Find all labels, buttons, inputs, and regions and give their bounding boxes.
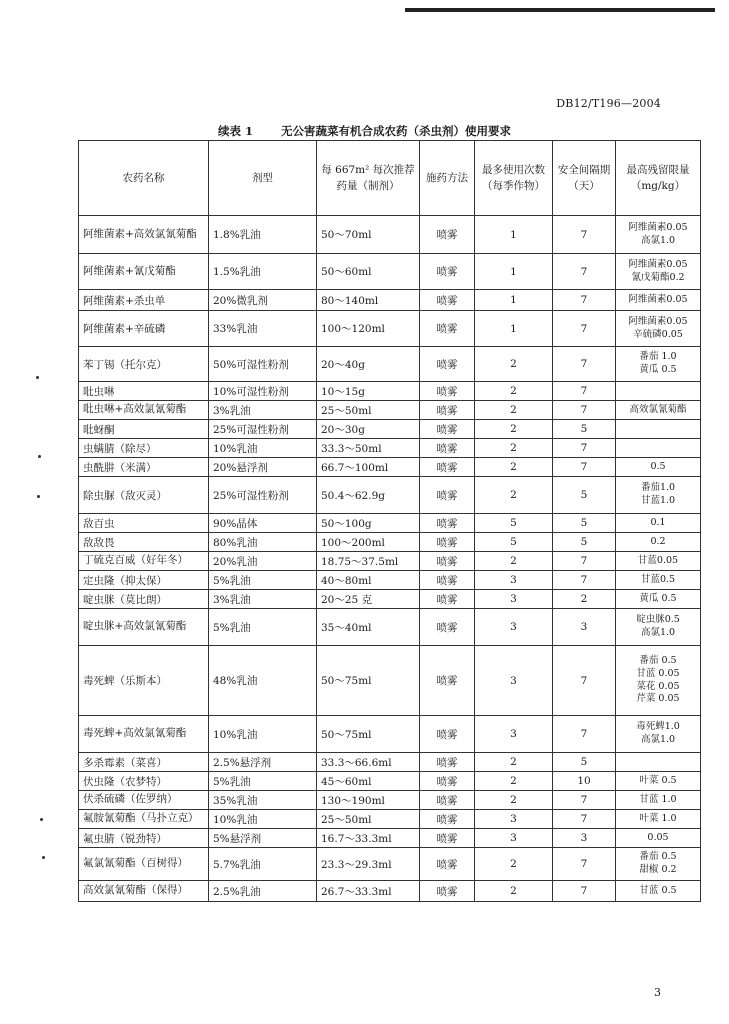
cell-method: 喷雾 <box>420 514 475 533</box>
mrl-line: 阿维菌素0.05 <box>628 293 688 305</box>
mrl-line: 阿维菌素0.05 <box>628 315 688 327</box>
cell-mrl <box>616 609 701 646</box>
table-row <box>79 290 701 311</box>
mrl-line: 甘蓝0.05 <box>637 554 679 566</box>
mrl-line: 叶菜 0.5 <box>639 774 677 786</box>
cell-method: 喷雾 <box>420 552 475 571</box>
cell-times: 3 <box>475 829 553 848</box>
cell-name: 氟胺氰菊酯（马扑立克） <box>79 810 209 829</box>
cell-dose: 50.4～62.9g <box>317 477 420 514</box>
mrl-line: 啶虫脒0.5 <box>636 614 680 626</box>
cell-times: 2 <box>475 753 553 772</box>
cell-times: 2 <box>475 458 553 477</box>
cell-method: 喷雾 <box>420 216 475 254</box>
cell-dose: 130～190ml <box>317 791 420 810</box>
table-row <box>79 533 701 552</box>
cell-mrl <box>616 216 701 254</box>
table-row <box>79 829 701 848</box>
cell-mrl <box>616 848 701 881</box>
cell-interval: 5 <box>553 420 616 439</box>
table-row <box>79 401 701 420</box>
cell-dose: 20～40g <box>317 347 420 382</box>
cell-dose: 50～70ml <box>317 216 420 254</box>
cell-name: 毒死蜱+高效氯氰菊酯 <box>79 716 209 753</box>
cell-name: 吡虫啉+高效氯氰菊酯 <box>79 401 209 420</box>
table-caption <box>0 123 729 139</box>
cell-interval: 7 <box>553 848 616 881</box>
col-header-dose: 每 667m² 每次推荐药量（制剂） <box>317 141 420 216</box>
cell-name: 氟虫腈（锐劲特） <box>79 829 209 848</box>
cell-dose: 50～75ml <box>317 646 420 716</box>
mrl-line: 番茄 0.5 <box>639 654 677 666</box>
cell-method: 喷雾 <box>420 458 475 477</box>
cell-interval: 7 <box>553 646 616 716</box>
cell-form: 3%乳油 <box>209 590 317 609</box>
cell-interval: 5 <box>553 477 616 514</box>
cell-dose: 50～100g <box>317 514 420 533</box>
cell-name: 阿维菌素+高效氯氰菊酯 <box>79 216 209 254</box>
cell-mrl <box>616 290 701 311</box>
cell-method: 喷雾 <box>420 477 475 514</box>
cell-method: 喷雾 <box>420 829 475 848</box>
cell-mrl <box>616 347 701 382</box>
table-row <box>79 772 701 791</box>
cell-form: 10%乳油 <box>209 810 317 829</box>
table-row <box>79 881 701 902</box>
cell-dose: 25～50ml <box>317 401 420 420</box>
table-row <box>79 514 701 533</box>
mrl-line: 高氯1.0 <box>640 234 676 246</box>
cell-times: 2 <box>475 552 553 571</box>
table-row <box>79 216 701 254</box>
table-row <box>79 791 701 810</box>
mrl-line: 番茄 0.5 <box>639 851 677 863</box>
table-row <box>79 571 701 590</box>
scan-speck <box>40 818 43 821</box>
table-body <box>79 216 701 902</box>
cell-form: 2.5%悬浮剂 <box>209 753 317 772</box>
mrl-line: 甘蓝 1.0 <box>639 793 677 805</box>
table-row <box>79 382 701 401</box>
header-rule <box>405 8 715 12</box>
mrl-line: 高效氯氰菊酯 <box>629 403 687 415</box>
cell-times: 5 <box>475 514 553 533</box>
cell-name: 毒死蜱（乐斯本） <box>79 646 209 716</box>
cell-mrl <box>616 881 701 902</box>
cell-times: 2 <box>475 439 553 458</box>
table-row <box>79 311 701 347</box>
cell-times: 5 <box>475 533 553 552</box>
cell-times: 3 <box>475 590 553 609</box>
cell-dose: 66.7～100ml <box>317 458 420 477</box>
col-header-name: 农药名称 <box>79 141 209 216</box>
cell-interval: 5 <box>553 753 616 772</box>
cell-dose: 50～60ml <box>317 254 420 290</box>
cell-name: 吡虫啉 <box>79 382 209 401</box>
mrl-line: 辛硫磷0.05 <box>633 328 683 340</box>
mrl-line: 氰戊菊酯0.2 <box>631 271 685 283</box>
cell-interval: 7 <box>553 401 616 420</box>
cell-times: 2 <box>475 848 553 881</box>
cell-method: 喷雾 <box>420 382 475 401</box>
cell-method: 喷雾 <box>420 590 475 609</box>
cell-form: 10%乳油 <box>209 439 317 458</box>
cell-dose: 40～80ml <box>317 571 420 590</box>
col-header-interval: 安全间隔期（天） <box>553 141 616 216</box>
scan-speck <box>36 376 39 379</box>
cell-name: 苯丁锡（托尔克） <box>79 347 209 382</box>
cell-dose: 20～25 克 <box>317 590 420 609</box>
cell-form: 2.5%乳油 <box>209 881 317 902</box>
cell-mrl <box>616 477 701 514</box>
cell-form: 5%乳油 <box>209 571 317 590</box>
mrl-line: 甘蓝 0.05 <box>636 667 680 679</box>
cell-form: 10%可湿性粉剂 <box>209 382 317 401</box>
mrl-line: 芹菜 0.05 <box>636 693 680 705</box>
table-row <box>79 458 701 477</box>
cell-method: 喷雾 <box>420 810 475 829</box>
cell-form: 33%乳油 <box>209 311 317 347</box>
cell-interval: 5 <box>553 533 616 552</box>
cell-interval: 3 <box>553 829 616 848</box>
mrl-line: 阿维菌素0.05 <box>628 221 688 233</box>
table-number: 续表 1 <box>217 124 253 138</box>
page-number: 3 <box>654 986 661 999</box>
cell-method: 喷雾 <box>420 439 475 458</box>
cell-times: 2 <box>475 401 553 420</box>
cell-name: 敌敌畏 <box>79 533 209 552</box>
cell-mrl <box>616 533 701 552</box>
cell-interval: 7 <box>553 716 616 753</box>
table-row <box>79 552 701 571</box>
cell-name: 敌百虫 <box>79 514 209 533</box>
mrl-line: 甜椒 0.2 <box>639 864 677 875</box>
cell-mrl <box>616 254 701 290</box>
cell-times: 3 <box>475 810 553 829</box>
cell-interval: 7 <box>553 382 616 401</box>
cell-name: 定虫隆（抑太保） <box>79 571 209 590</box>
mrl-line: 番茄 1.0 <box>639 351 677 363</box>
cell-dose: 25～50ml <box>317 810 420 829</box>
cell-method: 喷雾 <box>420 772 475 791</box>
cell-times: 1 <box>475 311 553 347</box>
table-row <box>79 439 701 458</box>
cell-method: 喷雾 <box>420 311 475 347</box>
cell-interval: 7 <box>553 311 616 347</box>
mrl-line: 0.05 <box>647 831 669 843</box>
cell-dose: 18.75～37.5ml <box>317 552 420 571</box>
cell-interval: 2 <box>553 590 616 609</box>
cell-method: 喷雾 <box>420 848 475 881</box>
col-header-form: 剂型 <box>209 141 317 216</box>
cell-form: 20%悬浮剂 <box>209 458 317 477</box>
cell-form: 5%乳油 <box>209 772 317 791</box>
cell-interval: 7 <box>553 552 616 571</box>
cell-times: 1 <box>475 216 553 254</box>
cell-name: 阿维菌素+辛硫磷 <box>79 311 209 347</box>
cell-times: 2 <box>475 881 553 902</box>
cell-name: 虫螨腈（除尽） <box>79 439 209 458</box>
mrl-line: 番茄1.0 <box>640 482 676 494</box>
pesticide-table <box>78 140 701 902</box>
cell-mrl <box>616 646 701 716</box>
cell-mrl <box>616 439 701 458</box>
standard-code: DB12/T196—2004 <box>556 97 661 110</box>
cell-interval: 7 <box>553 347 616 382</box>
cell-name: 伏杀硫磷（佐罗纳） <box>79 791 209 810</box>
cell-mrl <box>616 590 701 609</box>
scan-speck <box>37 495 40 498</box>
cell-dose: 100～120ml <box>317 311 420 347</box>
table-row <box>79 848 701 881</box>
cell-method: 喷雾 <box>420 254 475 290</box>
cell-times: 2 <box>475 791 553 810</box>
cell-form: 48%乳油 <box>209 646 317 716</box>
cell-times: 2 <box>475 347 553 382</box>
cell-interval: 7 <box>553 439 616 458</box>
cell-times: 2 <box>475 420 553 439</box>
cell-mrl <box>616 791 701 810</box>
cell-method: 喷雾 <box>420 347 475 382</box>
cell-form: 10%乳油 <box>209 716 317 753</box>
cell-name: 氟氯氰菊酯（百树得） <box>79 848 209 881</box>
cell-interval: 7 <box>553 458 616 477</box>
cell-interval: 7 <box>553 254 616 290</box>
cell-dose: 45～60ml <box>317 772 420 791</box>
cell-form: 1.5%乳油 <box>209 254 317 290</box>
col-header-mrl: 最高残留限量（mg/kg） <box>616 141 701 216</box>
cell-method: 喷雾 <box>420 571 475 590</box>
mrl-line: 甘蓝0.5 <box>640 573 676 585</box>
cell-form: 1.8%乳油 <box>209 216 317 254</box>
cell-interval: 10 <box>553 772 616 791</box>
cell-mrl <box>616 753 701 772</box>
cell-name: 啶虫脒+高效氯氰菊酯 <box>79 609 209 646</box>
cell-interval: 5 <box>553 514 616 533</box>
cell-method: 喷雾 <box>420 791 475 810</box>
table-row <box>79 477 701 514</box>
cell-mrl <box>616 571 701 590</box>
mrl-line: 毒死蜱1.0 <box>636 721 680 733</box>
col-header-times: 最多使用次数（每季作物） <box>475 141 553 216</box>
mrl-line: 甘蓝1.0 <box>640 495 676 506</box>
cell-name: 丁硫克百威（好年冬） <box>79 552 209 571</box>
cell-interval: 7 <box>553 791 616 810</box>
cell-mrl <box>616 382 701 401</box>
cell-form: 5.7%乳油 <box>209 848 317 881</box>
table-title: 无公害蔬菜有机合成农药（杀虫剂）使用要求 <box>281 124 512 138</box>
cell-dose: 33.3～50ml <box>317 439 420 458</box>
cell-name: 阿维菌素+氰戊菊酯 <box>79 254 209 290</box>
cell-name: 伏虫隆（农梦特） <box>79 772 209 791</box>
cell-dose: 10～15g <box>317 382 420 401</box>
cell-mrl <box>616 829 701 848</box>
cell-dose: 35～40ml <box>317 609 420 646</box>
table-row <box>79 254 701 290</box>
cell-times: 2 <box>475 382 553 401</box>
cell-times: 1 <box>475 254 553 290</box>
cell-form: 80%乳油 <box>209 533 317 552</box>
cell-dose: 23.3～29.3ml <box>317 848 420 881</box>
cell-dose: 33.3～66.6ml <box>317 753 420 772</box>
table-header-row <box>79 141 701 216</box>
cell-times: 3 <box>475 716 553 753</box>
cell-mrl <box>616 401 701 420</box>
cell-mrl <box>616 420 701 439</box>
table-row <box>79 753 701 772</box>
mrl-line: 黄瓜 0.5 <box>639 592 677 604</box>
cell-mrl <box>616 514 701 533</box>
mrl-line: 黄瓜 0.5 <box>639 364 677 375</box>
scan-speck <box>38 455 41 458</box>
table-row <box>79 609 701 646</box>
cell-name: 阿维菌素+杀虫单 <box>79 290 209 311</box>
cell-form: 5%悬浮剂 <box>209 829 317 848</box>
cell-form: 3%乳油 <box>209 401 317 420</box>
mrl-line: 0.5 <box>650 460 666 472</box>
cell-name: 除虫脲（敌灭灵） <box>79 477 209 514</box>
cell-dose: 26.7～33.3ml <box>317 881 420 902</box>
cell-method: 喷雾 <box>420 881 475 902</box>
cell-form: 20%乳油 <box>209 552 317 571</box>
cell-method: 喷雾 <box>420 420 475 439</box>
cell-form: 20%微乳剂 <box>209 290 317 311</box>
mrl-line: 0.1 <box>650 516 666 528</box>
cell-form: 90%晶体 <box>209 514 317 533</box>
mrl-line: 高氯1.0 <box>640 734 676 745</box>
cell-dose: 50～75ml <box>317 716 420 753</box>
cell-dose: 20～30g <box>317 420 420 439</box>
cell-mrl <box>616 311 701 347</box>
cell-name: 吡蚜酮 <box>79 420 209 439</box>
cell-name: 啶虫脒（莫比朗） <box>79 590 209 609</box>
cell-dose: 100～200ml <box>317 533 420 552</box>
cell-method: 喷雾 <box>420 290 475 311</box>
cell-dose: 80～140ml <box>317 290 420 311</box>
cell-method: 喷雾 <box>420 646 475 716</box>
mrl-line: 甘蓝 0.5 <box>639 884 677 896</box>
cell-mrl <box>616 716 701 753</box>
cell-times: 1 <box>475 290 553 311</box>
mrl-line: 菜花 0.05 <box>636 680 680 692</box>
table-row <box>79 590 701 609</box>
col-header-method: 施药方法 <box>420 141 475 216</box>
cell-times: 2 <box>475 772 553 791</box>
cell-form: 5%乳油 <box>209 609 317 646</box>
cell-interval: 7 <box>553 216 616 254</box>
cell-mrl <box>616 552 701 571</box>
cell-dose: 16.7～33.3ml <box>317 829 420 848</box>
cell-interval: 7 <box>553 881 616 902</box>
cell-form: 25%可湿性粉剂 <box>209 420 317 439</box>
cell-name: 虫酰肼（米满） <box>79 458 209 477</box>
mrl-line: 叶菜 1.0 <box>639 812 677 824</box>
mrl-line: 0.2 <box>650 535 666 547</box>
cell-times: 3 <box>475 571 553 590</box>
cell-method: 喷雾 <box>420 401 475 420</box>
cell-name: 高效氯氰菊酯（保得） <box>79 881 209 902</box>
table-row <box>79 646 701 716</box>
cell-times: 2 <box>475 477 553 514</box>
table-row <box>79 716 701 753</box>
cell-interval: 7 <box>553 571 616 590</box>
cell-form: 25%可湿性粉剂 <box>209 477 317 514</box>
cell-interval: 7 <box>553 810 616 829</box>
mrl-line: 高氯1.0 <box>640 627 676 638</box>
table-row <box>79 810 701 829</box>
cell-method: 喷雾 <box>420 533 475 552</box>
cell-form: 35%乳油 <box>209 791 317 810</box>
cell-mrl <box>616 458 701 477</box>
cell-name: 多杀霉素（菜喜） <box>79 753 209 772</box>
table-row <box>79 420 701 439</box>
cell-method: 喷雾 <box>420 753 475 772</box>
cell-form: 50%可湿性粉剂 <box>209 347 317 382</box>
cell-times: 3 <box>475 609 553 646</box>
mrl-line: 阿维菌素0.05 <box>628 258 688 270</box>
cell-interval: 7 <box>553 290 616 311</box>
cell-mrl <box>616 772 701 791</box>
cell-method: 喷雾 <box>420 716 475 753</box>
scan-speck <box>42 856 45 859</box>
cell-method: 喷雾 <box>420 609 475 646</box>
cell-times: 3 <box>475 646 553 716</box>
cell-interval: 3 <box>553 609 616 646</box>
table-row <box>79 347 701 382</box>
cell-mrl <box>616 810 701 829</box>
